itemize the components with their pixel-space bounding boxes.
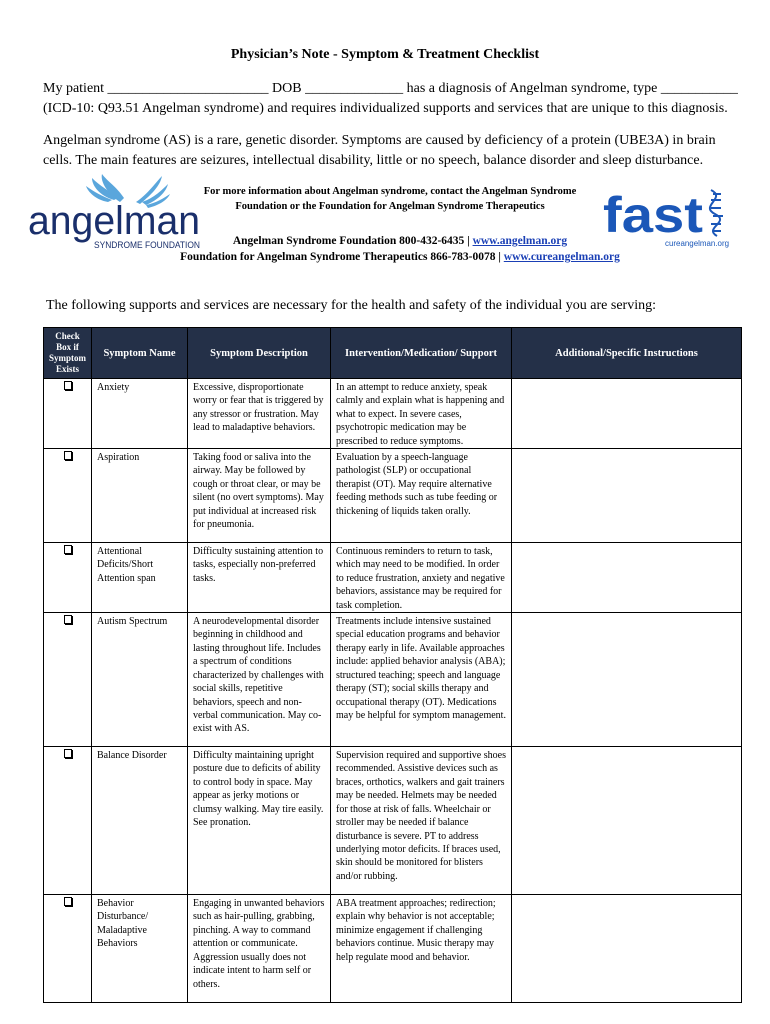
additional-instructions-cell[interactable] <box>512 449 742 543</box>
additional-instructions-cell[interactable] <box>512 747 742 895</box>
checkbox-cell <box>44 613 92 747</box>
symptom-intervention: In an attempt to reduce anxiety, speak calmly and explain what is happening and what to expect. In severe cases, psychotropic medication may be prescribed to reduce symptoms. <box>331 379 512 449</box>
patient-intro-line1: My patient _______________________ DOB ______________ has a diagnosis of Angelman syndrome, type ___________ <box>43 81 738 96</box>
additional-instructions-cell[interactable] <box>512 379 742 449</box>
symptom-intervention: ABA treatment approaches; redirection; explain why behavior is not acceptable; minimize engagement if challenging behaviors continue. Music therapy may help regulate mood and behavior. <box>331 895 512 1003</box>
header-intervention: Intervention/Medication/ Support <box>331 328 512 379</box>
table-header-row <box>44 328 742 379</box>
symptom-description: A neurodevelopmental disorder beginning in childhood and lasting throughout life. Includes a spectrum of conditions characterized by challenges with social skills, repetitive behaviors, speech and non-verbal communication. May co-exist with AS. <box>188 613 331 747</box>
additional-instructions-cell[interactable] <box>512 895 742 1003</box>
symptom-description: Excessive, disproportionate worry or fear that is triggered by any stressor or frustration. May lead to maladaptive behaviors. <box>188 379 331 449</box>
table-row <box>44 449 742 543</box>
header-check-box: Check Box if Symptom Exists <box>44 328 92 379</box>
additional-instructions-cell[interactable] <box>512 543 742 613</box>
symptom-name: Autism Spectrum <box>92 613 188 747</box>
header-symptom-name: Symptom Name <box>92 328 188 379</box>
patient-intro <box>43 79 743 119</box>
asf-contact-text: Angelman Syndrome Foundation 800-432-6435 | <box>232 235 473 247</box>
symptom-name: Anxiety <box>92 379 188 449</box>
checkbox-cell <box>44 449 92 543</box>
angelman-logo-word: angelman <box>28 199 200 243</box>
symptom-checkbox[interactable] <box>64 381 72 390</box>
table-row <box>44 747 742 895</box>
asf-contact <box>150 233 650 249</box>
document-title: Physician’s Note - Symptom & Treatment Checklist <box>230 47 540 62</box>
symptom-description: Difficulty sustaining attention to tasks, especially non-preferred tasks. <box>188 543 331 613</box>
as-description-line1: Angelman syndrome (AS) is a rare, genetic disorder. Symptoms are caused by deficiency of a protein (UBE3A) in brain <box>43 133 716 148</box>
fast-contact-text: Foundation for Angelman Syndrome Therapeutics 866-783-0078 | <box>180 251 504 263</box>
angelman-logo-subtitle: SYNDROME FOUNDATION <box>94 240 200 250</box>
symptom-name: Aspiration <box>92 449 188 543</box>
fast-logo-url: cureangelman.org <box>665 239 729 248</box>
symptom-name: Attentional Deficits/Short Attention span <box>92 543 188 613</box>
checkbox-cell <box>44 747 92 895</box>
additional-instructions-cell[interactable] <box>512 613 742 747</box>
symptom-name: Balance Disorder <box>92 747 188 895</box>
symptom-intervention: Evaluation by a speech-language pathologist (SLP) or occupational therapist (OT). May require alternative feeding methods such as tube feeding or thickening of liquids taken orally. <box>331 449 512 543</box>
header-symptom-description: Symptom Description <box>188 328 331 379</box>
symptom-checkbox[interactable] <box>64 451 72 460</box>
patient-intro-line2: (ICD-10: Q93.51 Angelman syndrome) and requires individualized supports and services that are unique to this diagnosis. <box>43 101 728 116</box>
asf-website-link[interactable]: www.angelman.org <box>472 235 568 247</box>
supports-statement: The following supports and services are necessary for the health and safety of the individual you are serving: <box>46 298 656 313</box>
symptom-intervention: Supervision required and supportive shoes recommended. Assistive devices such as braces, orthotics, walkers and gait trainers may be needed. Helmets may be needed for those at risk of falls. Wheelchair or stroller may be needed if balance disturbance is severe. PT to address underlying motor deficits. If braces used, skin should be monitored for blisters and/or rubbing. <box>331 747 512 895</box>
symptom-description: Taking food or saliva into the airway. May be followed by cough or throat clear, or may be silent (no overt symptoms). May put individual at increased risk for pneumonia. <box>188 449 331 543</box>
as-description-line2: cells. The main features are seizures, intellectual disability, little or no speech, balance disorder and sleep disturbance. <box>43 153 704 168</box>
table-row <box>44 895 742 1003</box>
fast-contact <box>150 249 650 265</box>
dna-icon <box>710 190 723 236</box>
symptom-checkbox[interactable] <box>64 545 72 554</box>
fast-logo-word: fast <box>603 187 704 243</box>
symptom-checkbox[interactable] <box>64 749 72 758</box>
symptom-intervention: Continuous reminders to return to task, which may need to be modified. In order to reduce frustration, anxiety and negative behaviors, assistance may be required for task completion. <box>331 543 512 613</box>
table-row <box>44 543 742 613</box>
info-line2: Foundation or the Foundation for Angelman Syndrome Therapeutics <box>235 201 545 212</box>
fast-website-link[interactable]: www.cureangelman.org <box>503 251 620 263</box>
table-row <box>44 379 742 449</box>
info-text <box>150 184 630 214</box>
symptom-description: Engaging in unwanted behaviors such as hair-pulling, grabbing, pinching. A way to command attention or communicate. Aggression usually does not indicate intent to harm self or others. <box>188 895 331 1003</box>
header-additional-instructions: Additional/Specific Instructions <box>512 328 742 379</box>
symptom-checklist-table <box>43 327 742 1003</box>
contact-info <box>150 233 650 265</box>
checkbox-cell <box>44 543 92 613</box>
table-row <box>44 613 742 747</box>
symptom-checkbox[interactable] <box>64 897 72 906</box>
symptom-description: Difficulty maintaining upright posture due to deficits of ability to control body in space. May appear as jerky motions or clumsy walking. May tire easily. See pronation. <box>188 747 331 895</box>
symptom-intervention: Treatments include intensive sustained special education programs and behavior therapy early in life. Available approaches include: applied behavior analysis (ABA); structured teaching; speech and language therapy (ST); social skills therapy and occupational therapy (OT). Medications may be helpful for symptom management. <box>331 613 512 747</box>
checkbox-cell <box>44 379 92 449</box>
checkbox-cell <box>44 895 92 1003</box>
symptom-checkbox[interactable] <box>64 615 72 624</box>
as-description <box>43 131 743 171</box>
symptom-name: Behavior Disturbance/ Maladaptive Behaviors <box>92 895 188 1003</box>
info-line1: For more information about Angelman syndrome, contact the Angelman Syndrome <box>203 186 577 197</box>
